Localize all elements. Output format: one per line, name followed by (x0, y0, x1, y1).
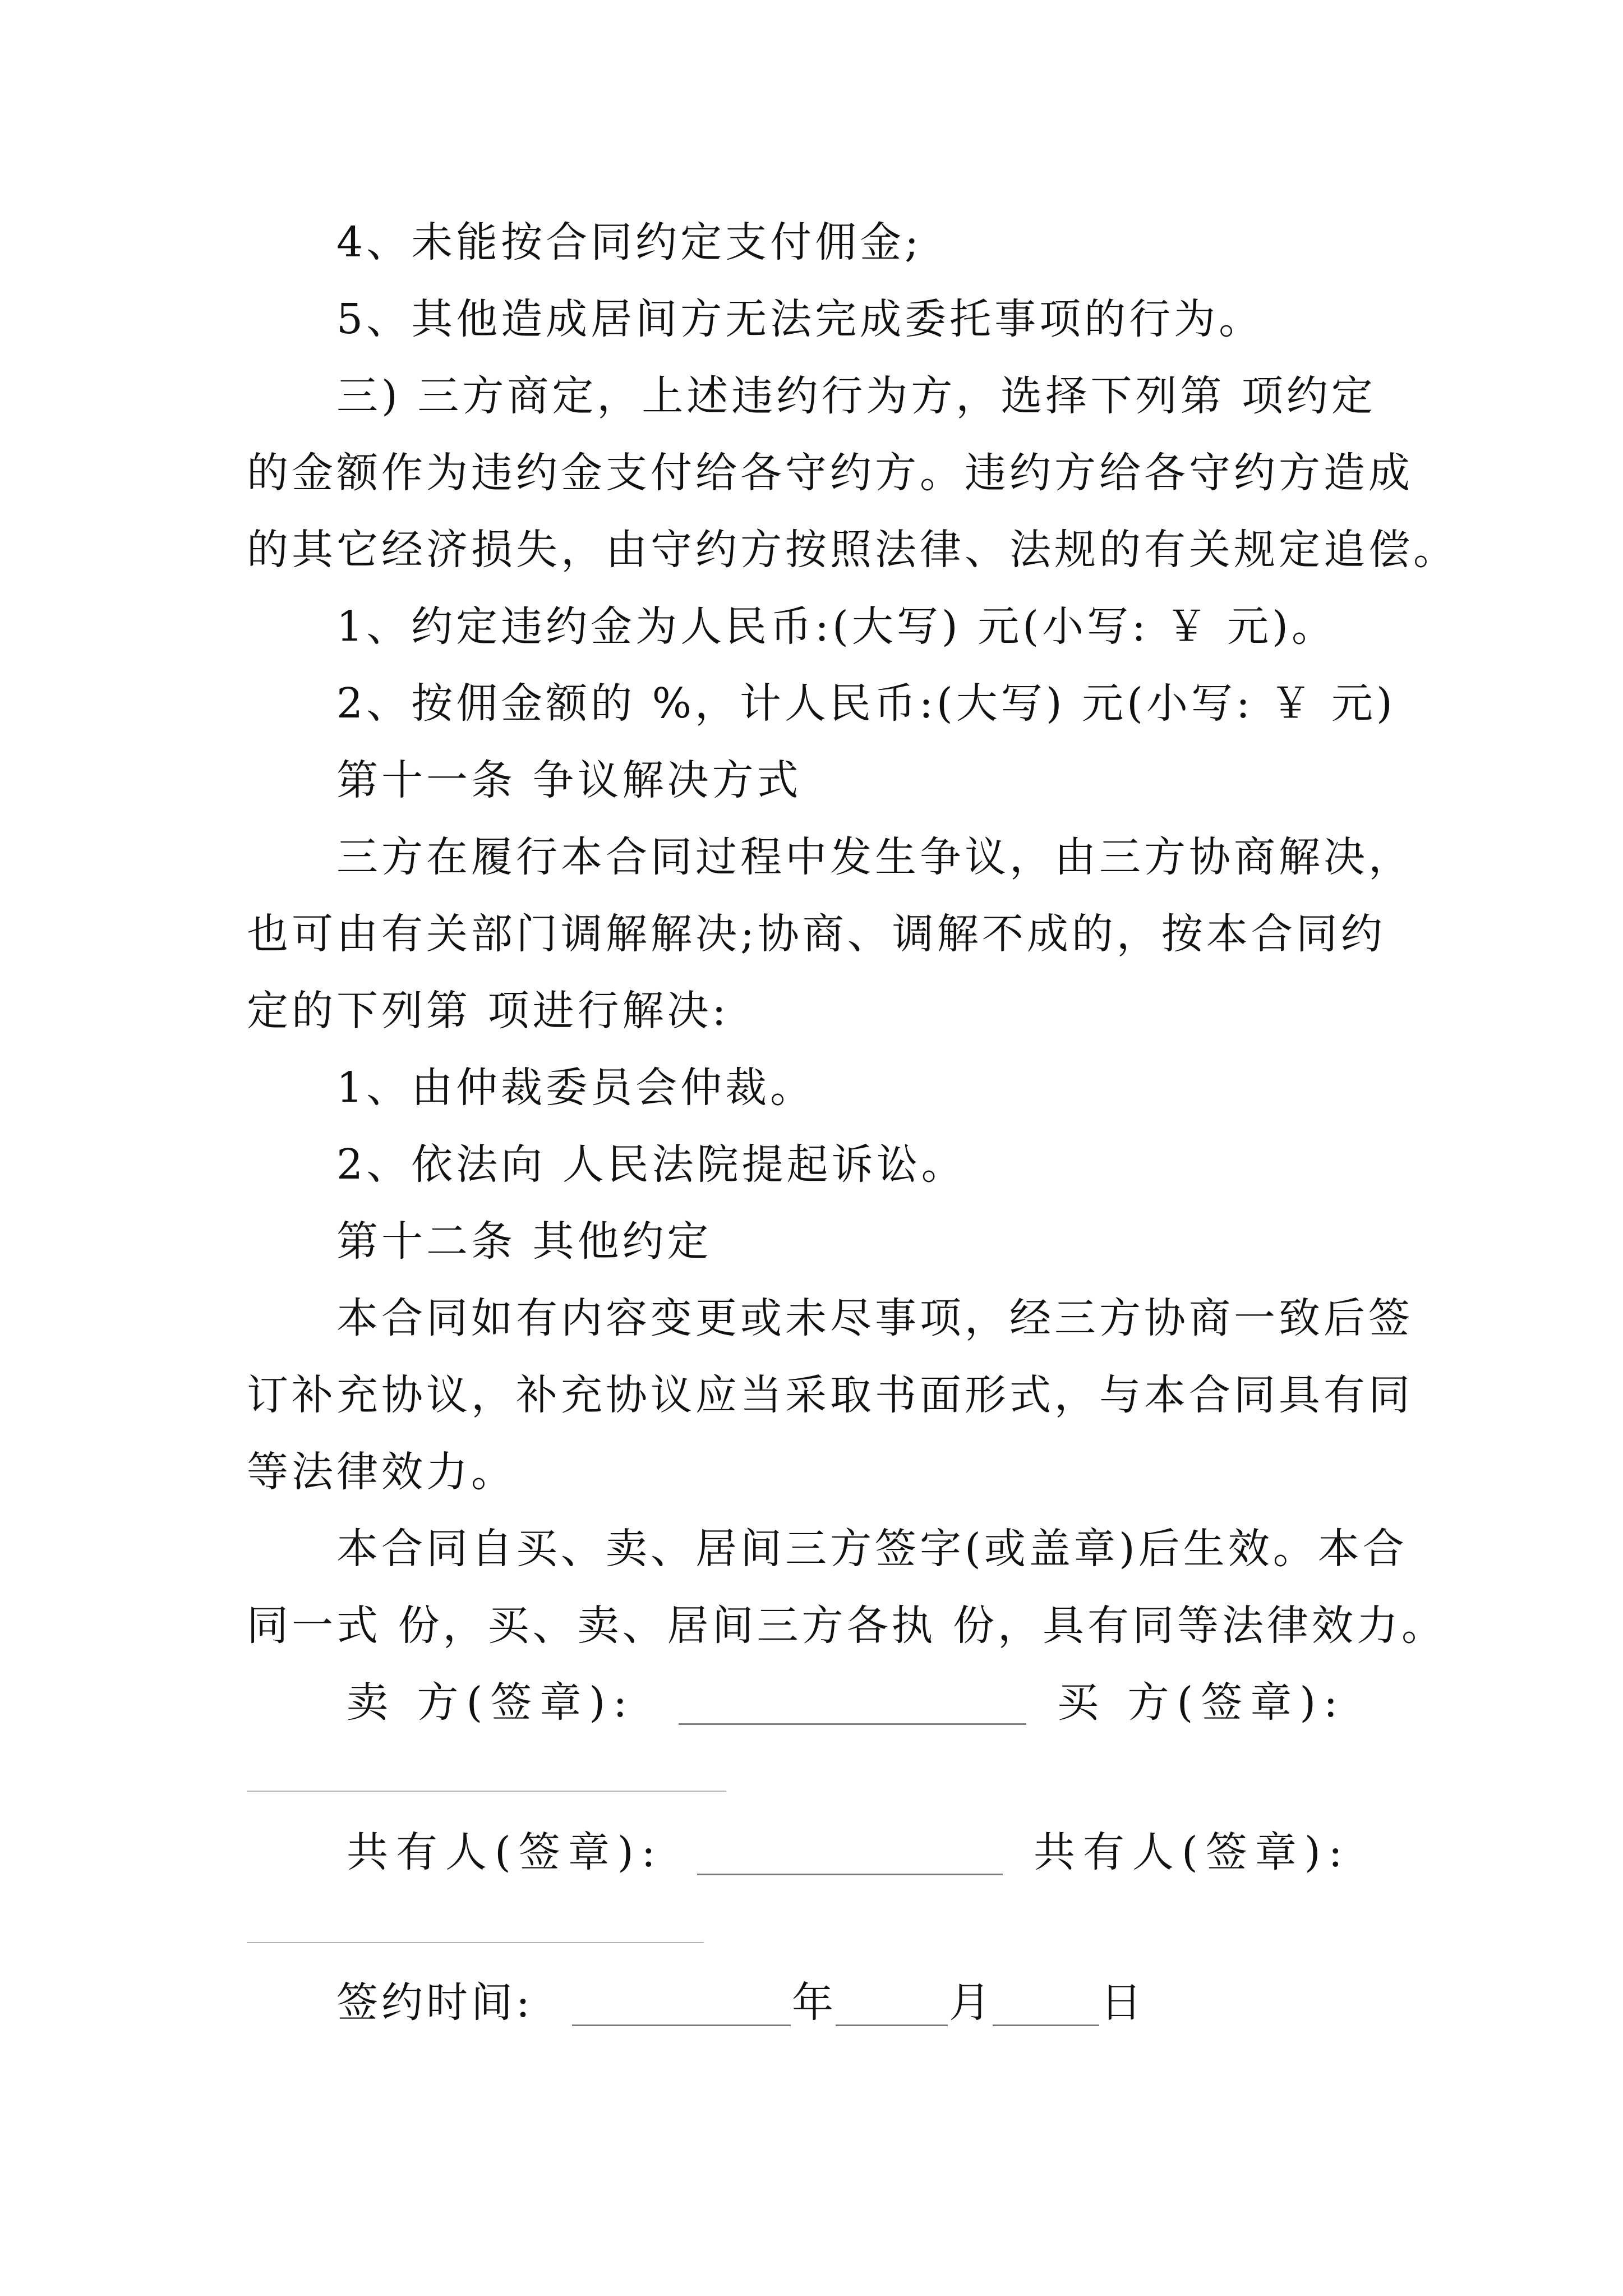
text-line: 1、由仲裁委员会仲裁。 (336, 1064, 815, 1112)
text-line: 1、约定违约金为人民币:(大写) 元(小写: ￥ 元)。 (336, 602, 1336, 651)
co-owner-right-signature-label: 共有人(签章): (1034, 1828, 1350, 1876)
signing-date-label: 签约时间: (336, 1978, 533, 2027)
text-line: 的金额作为违约金支付给各守约方。违约方给各守约方造成 (247, 449, 1413, 497)
signing-day-field[interactable] (993, 2024, 1099, 2026)
text-line: 5、其他造成居间方无法完成委托事项的行为。 (336, 295, 1264, 343)
section-heading: 第十一条 争议解决方式 (336, 756, 802, 804)
text-line: 4、未能按合同约定支付佣金; (336, 218, 923, 266)
day-label: 日 (1100, 1978, 1145, 2027)
text-line: 的其它经济损失，由守约方按照法律、法规的有关规定追偿。 (247, 526, 1458, 574)
signing-year-field[interactable] (572, 2024, 791, 2026)
text-line: 2、按佣金额的 %，计人民币:(大写) 元(小写: ￥ 元) (336, 679, 1396, 728)
text-line: 2、依法向 人民法院提起诉讼。 (336, 1140, 966, 1189)
text-line: 订补充协议，补充协议应当采取书面形式，与本合同具有同 (247, 1371, 1413, 1419)
year-label: 年 (792, 1978, 837, 2027)
text-line: 三方在履行本合同过程中发生争议，由三方协商解决， (336, 833, 1413, 881)
co-owner-left-signature-line[interactable] (697, 1874, 1003, 1875)
text-line: 定的下列第 项进行解决: (247, 987, 730, 1035)
seller-signature-line[interactable] (679, 1723, 1026, 1725)
text-line: 等法律效力。 (247, 1448, 516, 1496)
text-line: 三) 三方商定，上述违约行为方，选择下列第 项约定 (336, 372, 1376, 420)
text-line: 同一式 份，买、卖、居间三方各执 份，具有同等法律效力。 (247, 1602, 1447, 1650)
text-line: 本合同自买、卖、居间三方签字(或盖章)后生效。本合 (336, 1525, 1408, 1573)
seller-signature-label: 卖 方(签章): (347, 1678, 635, 1727)
signing-month-field[interactable] (836, 2024, 948, 2026)
text-line: 本合同如有内容变更或未尽事项，经三方协商一致后签 (336, 1294, 1413, 1342)
month-label: 月 (949, 1978, 994, 2027)
text-line: 也可由有关部门调解解决;协商、调解不成的，按本合同约 (247, 910, 1386, 958)
buyer-signature-label: 买 方(签章): (1057, 1678, 1346, 1727)
buyer-signature-line[interactable] (247, 1791, 726, 1792)
section-heading: 第十二条 其他约定 (336, 1217, 712, 1266)
co-owner-left-signature-label: 共有人(签章): (347, 1828, 663, 1876)
co-owner-right-signature-line[interactable] (247, 1942, 704, 1943)
